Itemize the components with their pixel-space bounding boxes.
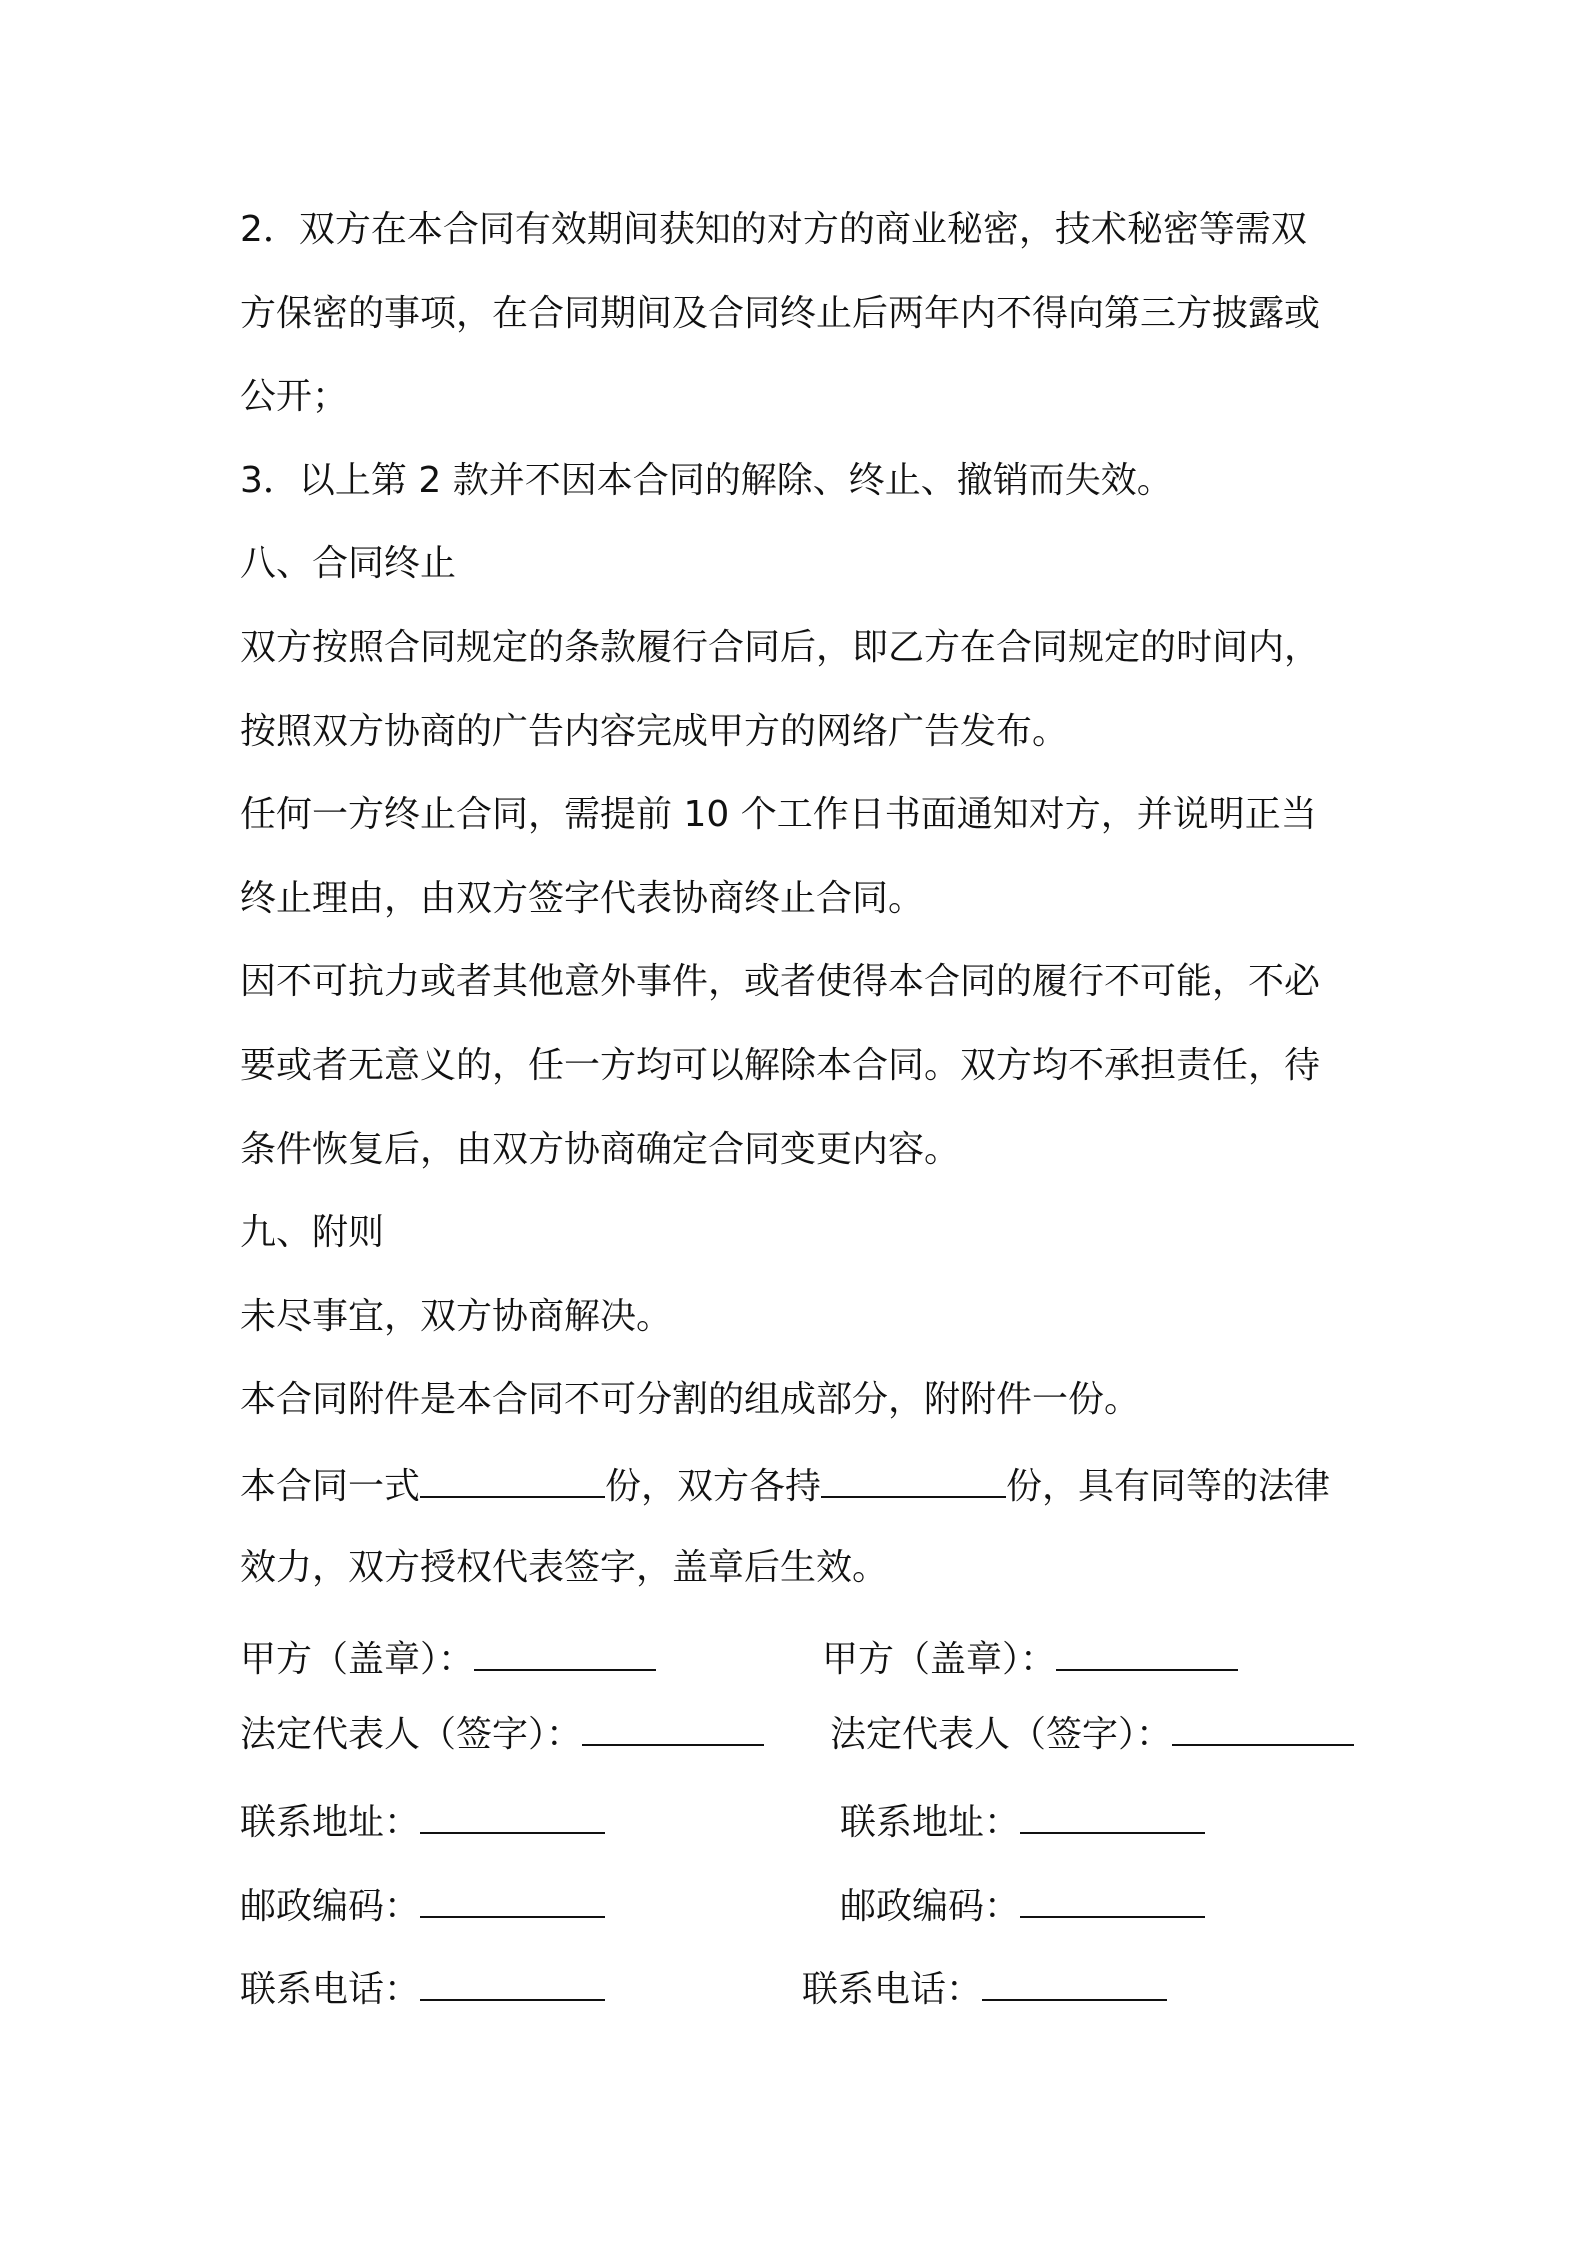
left-phone-label: 联系电话： [240,1969,421,2010]
right-phone-label: 联系电话： [802,1969,983,2010]
copies-text-3: 份，具有同等的法律 [1006,1466,1331,1507]
clause-2-line-3: 公开； [240,376,349,417]
clause-2-line-2: 方保密的事项，在合同期间及合同终止后两年内不得向第三方披露或 [240,293,1321,334]
section-8-para-1-line-1: 双方按照合同规定的条款履行合同后，即乙方在合同规定的时间内， [240,627,1321,668]
section-8-para-2-line-2: 终止理由，由双方签字代表协商终止合同。 [240,878,925,919]
right-seal-blank [1056,1633,1238,1671]
effect-line: 效力，双方授权代表签字，盖章后生效。 [240,1547,889,1588]
section-9-para-1: 未尽事宜，双方协商解决。 [240,1296,673,1337]
section-8-para-2-line-1: 任何一方终止合同，需提前 10 个工作日书面通知对方，并说明正当 [240,794,1317,835]
left-rep-blank [582,1708,764,1746]
left-address-row [240,1796,605,1847]
section-9-heading: 九、附则 [240,1212,385,1253]
right-address-blank [1020,1796,1205,1834]
clause-2-line-1: 2．双方在本合同有效期间获知的对方的商业秘密，技术秘密等需双 [240,209,1307,250]
left-phone-blank [420,1963,605,2001]
section-8-heading: 八、合同终止 [240,543,457,584]
right-address-label: 联系地址： [840,1802,1021,1843]
right-seal-label: 甲方（盖章）： [822,1639,1057,1680]
left-seal-row [240,1633,656,1684]
copies-text-2: 份，双方各持 [605,1466,822,1507]
left-address-label: 联系地址： [240,1802,421,1843]
right-phone-blank [982,1963,1167,2001]
copies-each-blank [821,1460,1006,1498]
section-8-para-3-line-3: 条件恢复后，由双方协商确定合同变更内容。 [240,1129,961,1170]
section-8-para-3-line-1: 因不可抗力或者其他意外事件，或者使得本合同的履行不可能，不必 [240,961,1321,1002]
section-8-para-1-line-2: 按照双方协商的广告内容完成甲方的网络广告发布。 [240,711,1069,752]
left-postcode-row [240,1880,605,1931]
section-8-para-3-line-2: 要或者无意义的，任一方均可以解除本合同。双方均不承担责任，待 [240,1045,1321,1086]
left-rep-row [240,1708,764,1759]
right-address-row [840,1796,1205,1847]
left-seal-blank [474,1633,656,1671]
left-postcode-blank [420,1880,605,1918]
left-phone-row [240,1963,605,2014]
left-postcode-label: 邮政编码： [240,1886,421,1927]
clause-3: 3．以上第 2 款并不因本合同的解除、终止、撤销而失效。 [240,460,1173,501]
right-postcode-row [840,1880,1205,1931]
right-phone-row [802,1963,1167,2014]
left-seal-label: 甲方（盖章）： [240,1639,475,1680]
copies-blank [420,1460,605,1498]
right-rep-label: 法定代表人（签字）： [830,1714,1173,1755]
section-9-para-2: 本合同附件是本合同不可分割的组成部分，附附件一份。 [240,1379,1141,1420]
right-postcode-label: 邮政编码： [840,1886,1021,1927]
right-rep-blank [1172,1708,1354,1746]
copies-line [240,1460,1330,1511]
right-seal-row [822,1633,1238,1684]
right-rep-row [830,1708,1354,1759]
right-postcode-blank [1020,1880,1205,1918]
copies-text-1: 本合同一式 [240,1466,421,1507]
left-rep-label: 法定代表人（签字）： [240,1714,583,1755]
left-address-blank [420,1796,605,1834]
